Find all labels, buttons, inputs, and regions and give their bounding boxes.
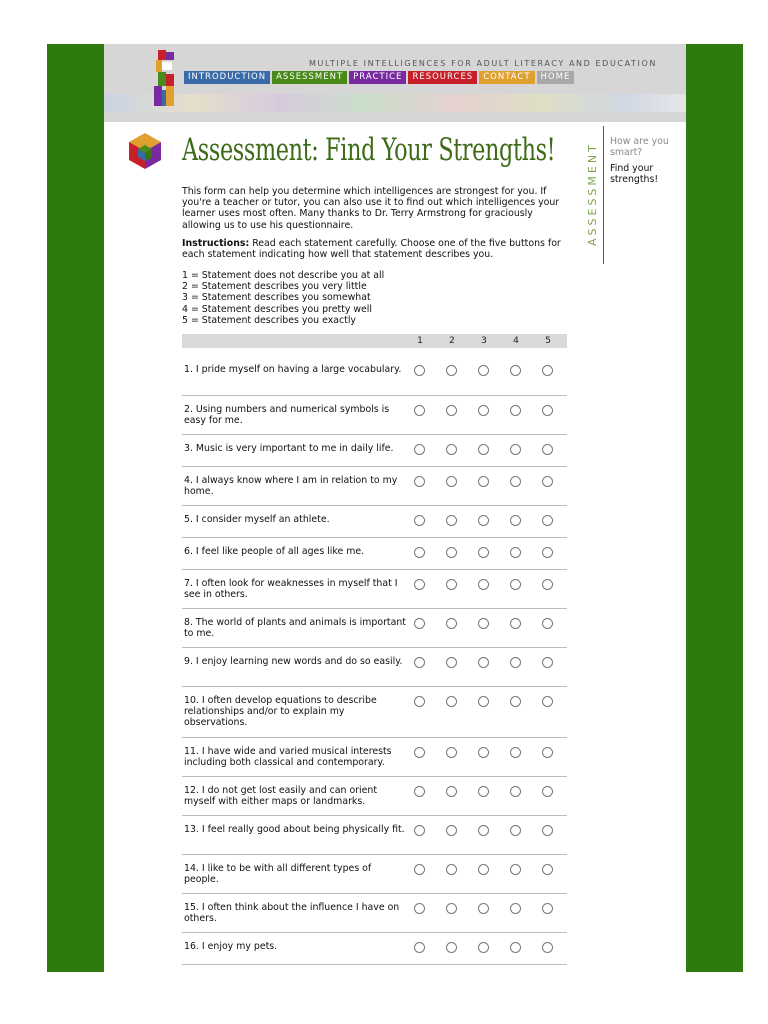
nav-item-home[interactable]: HOME [537, 71, 575, 84]
rating-radio-1[interactable] [414, 942, 425, 953]
rating-radio-4[interactable] [510, 444, 521, 455]
question-text: 10. I often develop equations to describe relationships and/or to explain my observations. [184, 695, 377, 728]
rating-radio-2[interactable] [446, 547, 457, 558]
rating-radio-4[interactable] [510, 476, 521, 487]
column-header: 5 [545, 336, 551, 346]
rating-radio-4[interactable] [510, 365, 521, 376]
rating-radio-3[interactable] [478, 696, 489, 707]
rating-radio-2[interactable] [446, 515, 457, 526]
scale-item: 4 = Statement describes you pretty well [182, 303, 372, 315]
table-row [182, 738, 567, 777]
question-text: 8. The world of plants and animals is important to me. [184, 617, 406, 639]
table-row [182, 894, 567, 933]
page-title: Assessment: Find Your Strengths! [182, 132, 556, 168]
rating-radio-2[interactable] [446, 825, 457, 836]
rating-radio-4[interactable] [510, 786, 521, 797]
rating-radio-5[interactable] [542, 515, 553, 526]
rating-radio-1[interactable] [414, 696, 425, 707]
rating-radio-3[interactable] [478, 547, 489, 558]
rating-radio-3[interactable] [478, 864, 489, 875]
rating-radio-2[interactable] [446, 942, 457, 953]
rating-radio-4[interactable] [510, 547, 521, 558]
sidebar-nav [610, 137, 680, 185]
rating-radio-3[interactable] [478, 747, 489, 758]
sidebar-divider [603, 126, 604, 264]
rating-radio-1[interactable] [414, 579, 425, 590]
site-logo-icon[interactable] [152, 50, 178, 106]
table-row [182, 467, 567, 506]
table-row [182, 648, 567, 687]
question-text: 13. I feel really good about being physically fit. [184, 824, 405, 835]
rating-radio-3[interactable] [478, 825, 489, 836]
rating-radio-5[interactable] [542, 825, 553, 836]
column-header: 1 [417, 336, 423, 346]
rating-radio-5[interactable] [542, 365, 553, 376]
question-text: 3. Music is very important to me in daily life. [184, 443, 394, 454]
table-row [182, 855, 567, 894]
rating-radio-2[interactable] [446, 444, 457, 455]
rating-radio-5[interactable] [542, 942, 553, 953]
scale-item: 5 = Statement describes you exactly [182, 314, 356, 326]
column-header: 3 [481, 336, 487, 346]
rating-radio-2[interactable] [446, 365, 457, 376]
instructions-label: Instructions: [182, 238, 250, 249]
rating-radio-3[interactable] [478, 942, 489, 953]
rating-radio-5[interactable] [542, 657, 553, 668]
rating-radio-5[interactable] [542, 864, 553, 875]
section-label [586, 136, 604, 246]
scale-item: 1 = Statement does not describe you at all [182, 270, 385, 281]
rating-radio-1[interactable] [414, 365, 425, 376]
rating-radio-3[interactable] [478, 579, 489, 590]
nav-item-resources[interactable]: RESOURCES [408, 71, 477, 84]
sidebar-link-how-smart[interactable]: How are you smart? [610, 136, 669, 158]
main-nav [184, 71, 574, 84]
question-text: 14. I like to be with all different types of people. [184, 863, 372, 885]
rating-radio-1[interactable] [414, 825, 425, 836]
instructions-paragraph [182, 238, 567, 260]
rating-radio-5[interactable] [542, 696, 553, 707]
rating-scale-legend [182, 270, 384, 326]
column-header: 2 [449, 336, 455, 346]
site-header [104, 44, 686, 122]
scale-item: 2 = Statement describes you very little [182, 281, 367, 293]
rating-radio-5[interactable] [542, 747, 553, 758]
cube-icon [128, 132, 162, 170]
rating-radio-4[interactable] [510, 618, 521, 629]
rating-radio-1[interactable] [414, 515, 425, 526]
rating-radio-2[interactable] [446, 618, 457, 629]
rating-radio-4[interactable] [510, 515, 521, 526]
rating-radio-4[interactable] [510, 825, 521, 836]
rating-radio-1[interactable] [414, 747, 425, 758]
rating-radio-2[interactable] [446, 747, 457, 758]
table-row [182, 538, 567, 570]
right-green-border [686, 44, 743, 972]
rating-radio-3[interactable] [478, 515, 489, 526]
left-green-border [47, 44, 104, 972]
rating-radio-2[interactable] [446, 696, 457, 707]
section-label-text: ASSESSMENT [586, 142, 599, 246]
rating-radio-4[interactable] [510, 942, 521, 953]
table-row [182, 777, 567, 816]
table-header [182, 334, 567, 348]
rating-radio-2[interactable] [446, 476, 457, 487]
rating-radio-3[interactable] [478, 786, 489, 797]
rating-radio-5[interactable] [542, 579, 553, 590]
scale-item: 3 = Statement describes you somewhat [182, 292, 371, 304]
table-row [182, 506, 567, 538]
rating-radio-3[interactable] [478, 657, 489, 668]
rating-radio-1[interactable] [414, 657, 425, 668]
rating-radio-2[interactable] [446, 903, 457, 914]
rating-radio-1[interactable] [414, 405, 425, 416]
rating-radio-5[interactable] [542, 903, 553, 914]
rating-radio-2[interactable] [446, 405, 457, 416]
table-row [182, 570, 567, 609]
table-row [182, 816, 567, 855]
column-header: 4 [513, 336, 519, 346]
rating-radio-2[interactable] [446, 864, 457, 875]
question-text: 2. Using numbers and numerical symbols is easy for me. [184, 404, 390, 426]
rating-radio-4[interactable] [510, 864, 521, 875]
rating-radio-1[interactable] [414, 547, 425, 558]
intro-paragraph: This form can help you determine which intelligences are strongest for you. If you're a teacher or tutor, you can also use it to find out which intelligences your learner uses most often. Many thanks to Dr. Terry Armstrong for graciously allowing us to use his questionnaire. [182, 186, 560, 231]
question-text: 11. I have wide and varied musical interests including both classical and contemporary. [184, 746, 392, 768]
table-body [182, 348, 567, 965]
rating-radio-1[interactable] [414, 903, 425, 914]
rating-radio-3[interactable] [478, 365, 489, 376]
question-text: 12. I do not get lost easily and can orient myself with either maps or landmarks. [184, 785, 378, 807]
rating-radio-3[interactable] [478, 444, 489, 455]
nav-item-assessment[interactable]: ASSESSMENT [272, 71, 347, 84]
rating-radio-2[interactable] [446, 579, 457, 590]
nav-item-introduction[interactable]: INTRODUCTION [184, 71, 270, 84]
table-row [182, 348, 567, 396]
rating-radio-4[interactable] [510, 579, 521, 590]
table-row [182, 396, 567, 435]
rating-radio-1[interactable] [414, 618, 425, 629]
rating-radio-1[interactable] [414, 864, 425, 875]
rating-radio-5[interactable] [542, 618, 553, 629]
rating-radio-1[interactable] [414, 786, 425, 797]
instructions-text: Read each statement carefully. Choose one of the five buttons for each statement indicating how well that statement describes you. [182, 238, 561, 261]
rating-radio-4[interactable] [510, 405, 521, 416]
nav-item-practice[interactable]: PRACTICE [349, 71, 406, 84]
question-text: 15. I often think about the influence I have on others. [184, 902, 400, 924]
rating-radio-4[interactable] [510, 747, 521, 758]
rating-radio-5[interactable] [542, 547, 553, 558]
questionnaire-table [182, 334, 567, 965]
question-text: 9. I enjoy learning new words and do so easily. [184, 656, 403, 667]
sidebar-link-find-strengths[interactable]: Find your strengths! [610, 163, 659, 185]
question-text: 6. I feel like people of all ages like me. [184, 546, 365, 557]
nav-item-contact[interactable]: CONTACT [479, 71, 534, 84]
rating-radio-3[interactable] [478, 903, 489, 914]
page-content [104, 44, 686, 1024]
header-decor-stripe [104, 94, 686, 112]
question-text: 5. I consider myself an athlete. [184, 514, 330, 525]
rating-radio-2[interactable] [446, 657, 457, 668]
rating-radio-4[interactable] [510, 657, 521, 668]
rating-radio-5[interactable] [542, 476, 553, 487]
site-tagline: MULTIPLE INTELLIGENCES FOR ADULT LITERACY AND EDUCATION [309, 59, 657, 68]
rating-radio-4[interactable] [510, 903, 521, 914]
rating-radio-3[interactable] [478, 476, 489, 487]
table-row [182, 687, 567, 738]
rating-radio-5[interactable] [542, 444, 553, 455]
rating-radio-3[interactable] [478, 618, 489, 629]
table-row [182, 609, 567, 648]
table-row [182, 933, 567, 965]
question-text: 16. I enjoy my pets. [184, 941, 278, 952]
rating-radio-5[interactable] [542, 405, 553, 416]
rating-radio-1[interactable] [414, 444, 425, 455]
rating-radio-2[interactable] [446, 786, 457, 797]
rating-radio-5[interactable] [542, 786, 553, 797]
table-row [182, 435, 567, 467]
question-text: 4. I always know where I am in relation to my home. [184, 475, 398, 497]
rating-radio-4[interactable] [510, 696, 521, 707]
rating-radio-3[interactable] [478, 405, 489, 416]
rating-radio-1[interactable] [414, 476, 425, 487]
question-text: 7. I often look for weaknesses in myself that I see in others. [184, 578, 398, 600]
question-text: 1. I pride myself on having a large vocabulary. [184, 364, 402, 375]
